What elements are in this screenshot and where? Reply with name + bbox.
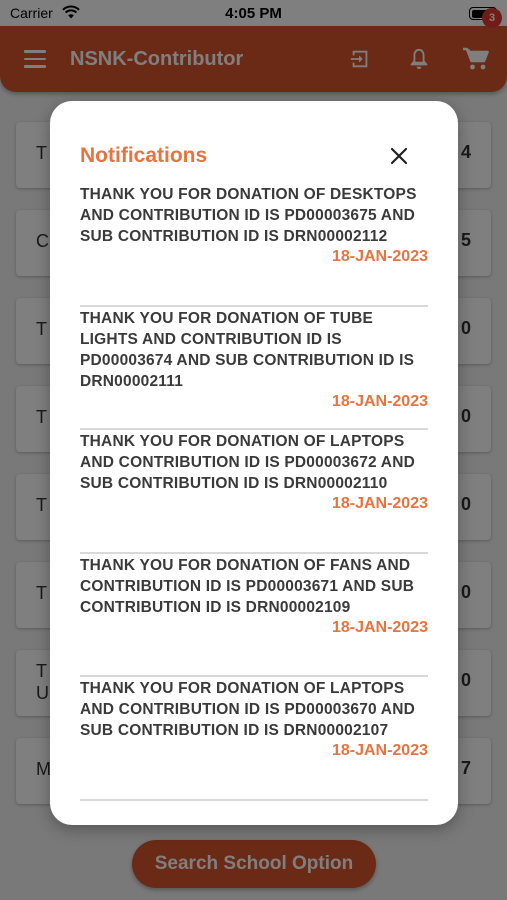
notification-date: 18-JAN-2023 xyxy=(331,495,428,512)
modal-title: Notifications xyxy=(80,144,208,167)
notification-list xyxy=(80,183,428,801)
notification-item[interactable] xyxy=(80,430,428,554)
notification-message: THANK YOU FOR DONATION OF TUBE LIGHTS AND CONTRIBUTION ID IS PD00003674 AND SUB CONTRIBUTION ID IS DRN00002111 xyxy=(80,309,415,390)
notification-item[interactable] xyxy=(80,183,428,307)
notification-message: THANK YOU FOR DONATION OF LAPTOPS AND CONTRIBUTION ID IS PD00003672 AND SUB CONTRIBUTION ID IS DRN00002110 xyxy=(80,433,415,492)
notification-item[interactable] xyxy=(80,307,428,431)
notification-item[interactable] xyxy=(80,677,428,801)
close-icon[interactable] xyxy=(388,145,410,167)
notification-message: THANK YOU FOR DONATION OF DESKTOPS AND CONTRIBUTION ID IS PD00003675 AND SUB CONTRIBUTION ID IS DRN00002112 xyxy=(80,186,417,245)
notification-item[interactable] xyxy=(80,554,428,678)
notification-date: 18-JAN-2023 xyxy=(331,618,428,636)
notification-date: 18-JAN-2023 xyxy=(331,248,428,265)
notification-date: 18-JAN-2023 xyxy=(331,742,428,759)
notification-message: THANK YOU FOR DONATION OF LAPTOPS AND CONTRIBUTION ID IS PD00003670 AND SUB CONTRIBUTION ID IS DRN00002107 xyxy=(80,680,415,739)
notification-date: 18-JAN-2023 xyxy=(331,392,428,410)
notifications-modal xyxy=(50,101,458,825)
notification-message: THANK YOU FOR DONATION OF FANS AND CONTRIBUTION ID IS PD00003671 AND SUB CONTRIBUTION ID IS DRN00002109 xyxy=(80,556,415,616)
